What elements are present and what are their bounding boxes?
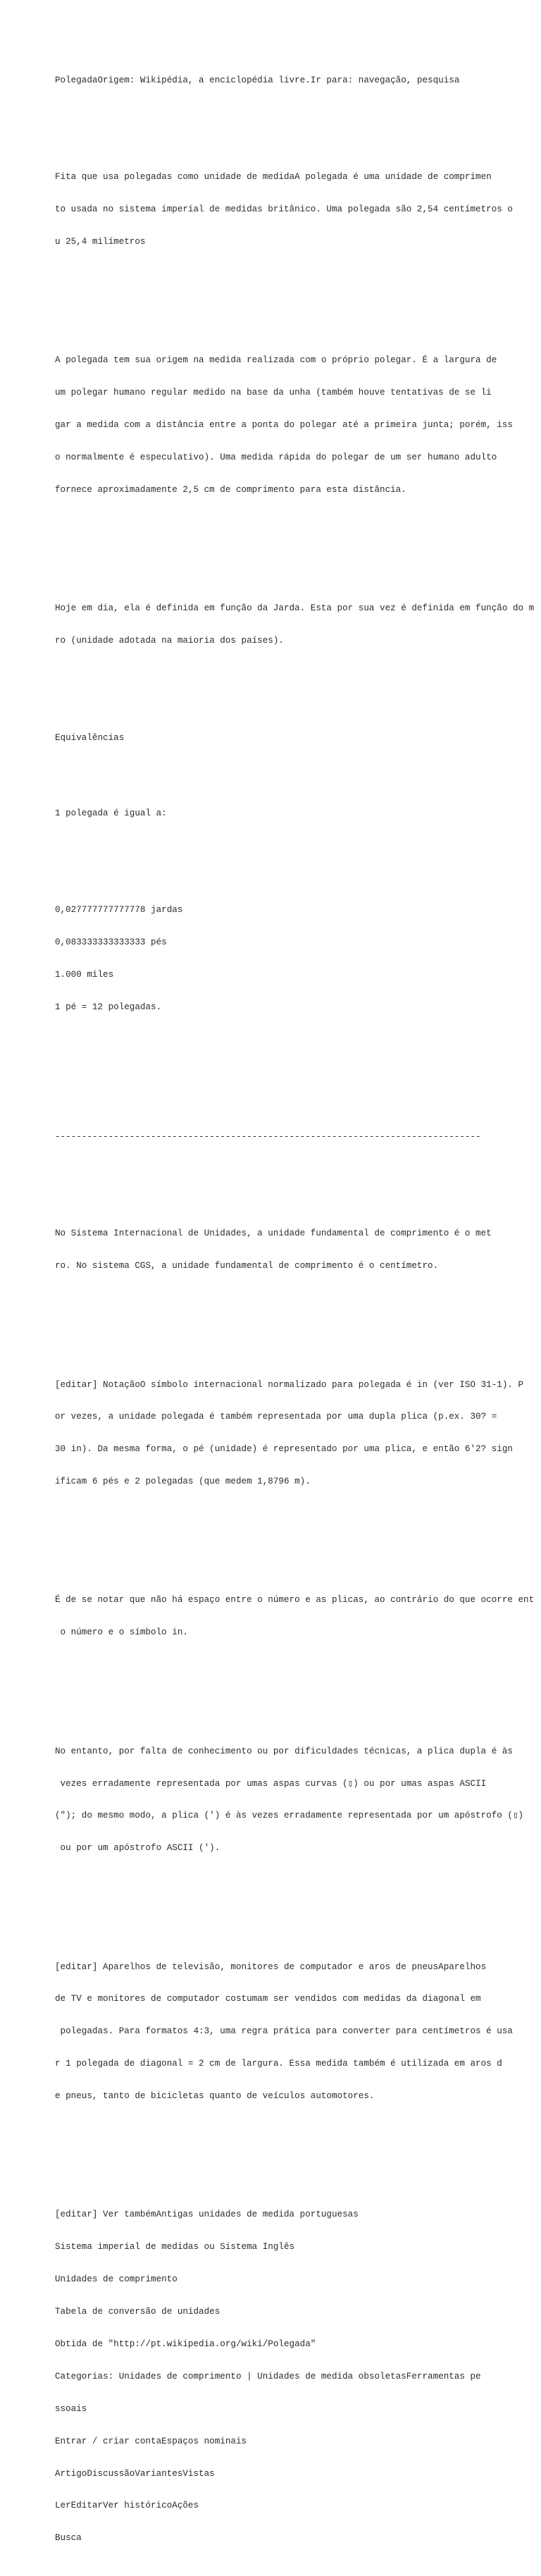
origin-paragraph xyxy=(55,334,541,517)
see-also-line: ssoais xyxy=(55,2403,87,2414)
see-also-line: Busca xyxy=(55,2533,82,2544)
notation-line: or vezes, a unidade polegada é também representada por uma dupla plica (p.ex. 30? = xyxy=(55,1412,497,1422)
intro-line: u 25,4 milímetros xyxy=(55,237,146,247)
tv-line: de TV e monitores de computador costumam ser vendidos com medidas da diagonal em xyxy=(55,1994,481,2004)
however-line: No entanto, por falta de conhecimento ou por dificuldades técnicas, a plica dupla é às xyxy=(55,1746,513,1756)
spacer xyxy=(55,2145,541,2156)
tv-paragraph xyxy=(55,1940,541,2124)
today-paragraph xyxy=(55,582,541,668)
see-also-line: Unidades de comprimento xyxy=(55,2274,178,2285)
notation-line: ificam 6 pés e 2 polegadas (que medem 1,8796 m). xyxy=(55,1477,311,1487)
spacer xyxy=(55,690,541,701)
see-also-line: Sistema imperial de medidas ou Sistema Inglês xyxy=(55,2242,295,2253)
intro-line: Fita que usa polegadas como unidade de medidaA polegada é uma unidade de comprimen xyxy=(55,172,492,183)
spacer xyxy=(55,538,541,549)
spacer xyxy=(55,841,541,851)
space-note-paragraph xyxy=(55,1574,541,1660)
see-also-line: Categorias: Unidades de comprimento | Unidades de medida obsoletasFerramentas pe xyxy=(55,2371,481,2381)
see-also-line: ArtigoDiscussãoVariantesVistas xyxy=(55,2468,215,2479)
tv-line: polegadas. Para formatos 4:3, uma regra prática para converter para centímetros é usa xyxy=(55,2026,513,2037)
si-line: No Sistema Internacional de Unidades, a unidade fundamental de comprimento é o met xyxy=(55,1228,492,1239)
intro-paragraph xyxy=(55,151,541,269)
equivalence-item: 0,027777777777778 jardas xyxy=(55,905,183,916)
spacer xyxy=(55,1682,541,1692)
separator: -------------------------------------------------------------------------------- xyxy=(55,1131,481,1142)
notation-line: [editar] NotaçãoO símbolo internacional normalizado para polegada é in (ver ISO 31-1). P xyxy=(55,1379,524,1390)
today-line: Hoje em dia, ela é definida em função da Jarda. Esta por sua vez é definida em função do m xyxy=(55,603,535,614)
si-paragraph xyxy=(55,1207,541,1293)
see-also-line: LerEditarVer históricoAções xyxy=(55,2501,199,2511)
notation-line: 30 in). Da mesma forma, o pé (unidade) é representado por uma plica, e então 6'2? sign xyxy=(55,1444,513,1455)
spacer xyxy=(55,291,541,302)
spacer xyxy=(55,1531,541,1541)
spacer xyxy=(55,1897,541,1908)
notation-paragraph xyxy=(55,1358,541,1509)
tv-line: e pneus, tanto de bicicletas quanto de veículos automotores. xyxy=(55,2091,375,2102)
tv-line: [editar] Aparelhos de televisão, monitores de computador e aros de pneusAparelhos xyxy=(55,1961,487,1972)
origin-line: o normalmente é especulativo). Uma medida rápida do polegar de um ser humano adulto xyxy=(55,452,497,462)
equivalence-item: 0,083333333333333 pés xyxy=(55,937,167,948)
equivalences-heading: Equivalências xyxy=(55,732,125,743)
equivalence-item: 1.000 miles xyxy=(55,970,114,980)
spacer xyxy=(55,765,541,776)
equals-line: 1 polegada é igual a: xyxy=(55,808,167,818)
spacer xyxy=(55,1164,541,1175)
origin-line: gar a medida com a distância entre a ponta do polegar até a primeira junta; porém, iss xyxy=(55,420,513,431)
equivalence-item: 1 pé = 12 polegadas. xyxy=(55,1002,162,1013)
equivalences-list xyxy=(55,884,541,1035)
space-note-line: É de se notar que não há espaço entre o número e as plicas, ao contrário do que ocorre ent xyxy=(55,1595,535,1606)
origin-line: um polegar humano regular medido na base da unha (também houve tentativas de se li xyxy=(55,388,492,398)
spacer xyxy=(55,107,541,118)
spacer xyxy=(55,1056,541,1067)
however-paragraph xyxy=(55,1725,541,1875)
tv-line: r 1 polegada de diagonal = 2 cm de largura. Essa medida também é utilizada em aros d xyxy=(55,2059,502,2069)
see-also-line: Entrar / criar contaEspaços nominais xyxy=(55,2436,247,2446)
document-body xyxy=(55,54,541,2576)
origin-line: fornece aproximadamente 2,5 cm de comprimento para esta distância. xyxy=(55,484,406,495)
spacer xyxy=(55,1315,541,1326)
si-line: ro. No sistema CGS, a unidade fundamental de comprimento é o centímetro. xyxy=(55,1261,439,1271)
see-also-line: [editar] Ver tambémAntigas unidades de medida portuguesas xyxy=(55,2210,359,2220)
see-also-line: Obtida de "http://pt.wikipedia.org/wiki/Polegada" xyxy=(55,2338,316,2349)
however-line: ("); do mesmo modo, a plica (') é às vezes erradamente representada por um apóstrofo (▯) xyxy=(55,1811,524,1821)
see-also-line: Tabela de conversão de unidades xyxy=(55,2307,220,2317)
however-line: ou por um apóstrofo ASCII ('). xyxy=(55,1843,220,1854)
intro-line: to usada no sistema imperial de medidas britânico. Uma polegada são 2,54 centímetros o xyxy=(55,204,513,215)
header-line: PolegadaOrigem: Wikipédia, a enciclopédia livre.Ir para: navegação, pesquisa xyxy=(55,75,460,85)
see-also-section xyxy=(55,2188,541,2565)
space-note-line: o número e o símbolo in. xyxy=(55,1627,188,1638)
today-line: ro (unidade adotada na maioria dos países). xyxy=(55,636,284,646)
origin-line: A polegada tem sua origem na medida realizada com o próprio polegar. É a largura de xyxy=(55,355,497,366)
however-line: vezes erradamente representada por umas aspas curvas (▯) ou por umas aspas ASCII xyxy=(55,1778,487,1789)
spacer xyxy=(55,1089,541,1099)
